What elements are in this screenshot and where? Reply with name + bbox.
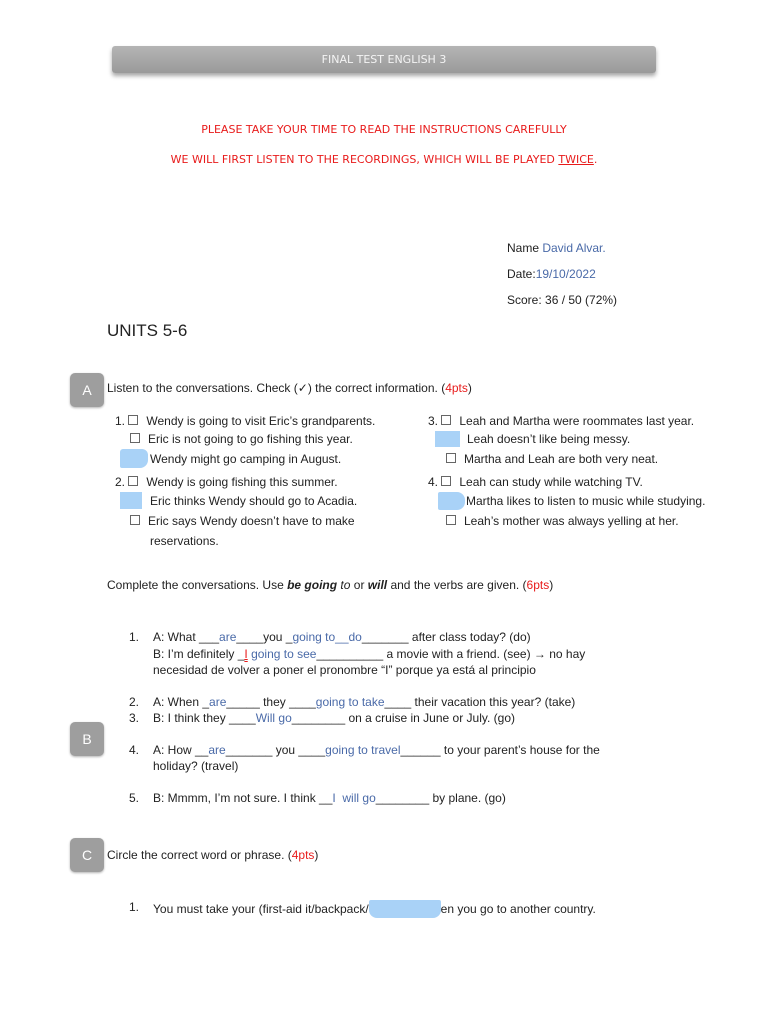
option-text: Leah’s mother was always yelling at her. [464, 514, 679, 528]
twice-emphasis: TWICE [558, 153, 594, 166]
test-title-banner: FINAL TEST ENGLISH 3 [112, 46, 656, 73]
q1-option-selected[interactable]: Wendy might go camping in August. [150, 452, 342, 466]
option-text: Eric is not going to go fishing this year. [148, 432, 353, 446]
answer: are [208, 743, 226, 757]
answer: are [209, 695, 227, 709]
q2-option[interactable] [115, 475, 338, 489]
t: en you go to another country. [440, 902, 596, 916]
b-item-3 [153, 711, 515, 725]
answer: I will go [332, 791, 376, 805]
answer-highlight [438, 492, 465, 510]
t: A: What ___ [153, 630, 220, 644]
checkbox[interactable] [128, 476, 138, 486]
name-field [507, 241, 606, 255]
answer-highlight [435, 431, 460, 447]
points: 4pts [445, 381, 468, 395]
t: ) [314, 848, 319, 862]
answer: going to travel [325, 743, 401, 757]
answer: going to__do [292, 630, 362, 644]
b-num: 1. [129, 630, 140, 644]
instr-close: ) [467, 381, 472, 395]
t: B: I think they ____ [153, 711, 256, 725]
instruction-text: WE WILL FIRST LISTEN TO THE RECORDINGS, WHICH WILL BE PLAYED [170, 153, 559, 166]
section-b-badge: B [70, 722, 104, 756]
answer: going to take [315, 695, 385, 709]
t: B: Mmmm, I’m not sure. I think __ [153, 791, 333, 805]
t: Complete the conversations. Use [107, 578, 288, 592]
section-c-instruction [107, 848, 318, 862]
instruction-line-1: PLEASE TAKE YOUR TIME TO READ THE INSTRUCTIONS CAREFULLY [201, 123, 567, 136]
t: ________ on a cruise in June or July. (go) [291, 711, 515, 725]
answer-highlight [120, 449, 148, 468]
b-num: 2. [129, 695, 140, 709]
section-a-badge: A [70, 373, 104, 407]
student-name: David Alvar. [542, 241, 606, 255]
name-label: Name [507, 241, 543, 255]
instruction-period: . [593, 153, 598, 166]
t: and the verbs are given. ( [387, 578, 527, 592]
option-text: Wendy is going to visit Eric’s grandparents. [146, 414, 376, 428]
units-heading: UNITS 5-6 [107, 321, 188, 340]
q2-option-cont: reservations. [150, 534, 219, 548]
q3-option[interactable] [428, 414, 694, 428]
b-item-5 [153, 791, 506, 805]
test-date: 19/10/2022 [535, 267, 596, 281]
q-number: 2. [115, 475, 126, 489]
q3-option-selected[interactable]: Leah doesn’t like being messy. [467, 432, 631, 446]
option-text: Eric says Wendy doesn’t have to make [148, 514, 355, 528]
t: be going [287, 578, 341, 592]
checkbox[interactable] [441, 476, 451, 486]
option-text: Leah and Martha were roommates last year. [459, 414, 695, 428]
instr-text: Listen to the conversations. Check (✓) the correct information. ( [107, 381, 446, 395]
q1-option[interactable] [130, 432, 353, 446]
t: to [340, 578, 351, 592]
t: _______ you ____ [225, 743, 326, 757]
option-text: Leah can study while watching TV. [459, 475, 643, 489]
t: ) [549, 578, 554, 592]
q-number: 4. [428, 475, 439, 489]
b-item-2 [153, 695, 575, 709]
q1-option[interactable] [115, 414, 375, 428]
b-num: 4. [129, 743, 140, 757]
answer-highlight [369, 900, 441, 918]
score: Score: 36 / 50 (72%) [507, 293, 618, 307]
t: ________ by plane. (go) [375, 791, 506, 805]
t: ______ to your parent’s house for the [400, 743, 600, 757]
date-field [507, 267, 596, 281]
t: will [367, 578, 388, 592]
points: 6pts [526, 578, 550, 592]
checkbox[interactable] [128, 415, 138, 425]
q2-option-selected[interactable]: Eric thinks Wendy should go to Acadia. [150, 494, 358, 508]
answer: Will go [255, 711, 292, 725]
option-text: Martha and Leah are both very neat. [464, 452, 659, 466]
q2-option[interactable] [130, 514, 355, 528]
t: __________ a movie with a friend. (see) → no hay [316, 647, 586, 661]
b-num: 5. [129, 791, 140, 805]
b-item-4 [153, 743, 600, 757]
q3-option[interactable] [446, 452, 658, 466]
b-item-4-cont: holiday? (travel) [153, 759, 239, 773]
checkbox[interactable] [130, 515, 140, 525]
t: You must take your (first-aid it/backpack/ [153, 902, 369, 916]
checkbox[interactable] [446, 453, 456, 463]
correction-mark: I [244, 647, 248, 661]
t: _____ they ____ [226, 695, 316, 709]
q4-option[interactable] [446, 514, 679, 528]
c-item-1 [153, 900, 596, 918]
t: ____you _ [236, 630, 293, 644]
t: A: When _ [153, 695, 210, 709]
t: B: I’m definitely _ [153, 647, 245, 661]
section-b-instruction [107, 578, 553, 592]
b-num: 3. [129, 711, 140, 725]
q4-option[interactable] [428, 475, 643, 489]
t: ____ their vacation this year? (take) [384, 695, 576, 709]
checkbox[interactable] [130, 433, 140, 443]
answer: are [219, 630, 237, 644]
teacher-note: necesidad de volver a poner el pronombre “I” porque ya está al principio [153, 663, 536, 677]
b-item-1a [153, 630, 531, 644]
option-text: Wendy is going fishing this summer. [146, 475, 338, 489]
b-item-1b [153, 647, 585, 661]
instruction-line-2 [0, 153, 768, 166]
answer: going to see [251, 647, 317, 661]
date-label: Date: [507, 267, 536, 281]
answer-highlight [120, 492, 142, 509]
t: _______ after class today? (do) [361, 630, 531, 644]
t: Circle the correct word or phrase. ( [107, 848, 292, 862]
checkbox[interactable] [446, 515, 456, 525]
points: 4pts [291, 848, 315, 862]
t: or [350, 578, 368, 592]
section-c-badge: C [70, 838, 104, 872]
checkbox[interactable] [441, 415, 451, 425]
q-number: 1. [115, 414, 126, 428]
c-num: 1. [129, 900, 140, 914]
section-a-instruction [107, 381, 472, 395]
q-number: 3. [428, 414, 439, 428]
t: A: How __ [153, 743, 209, 757]
q4-option-selected[interactable]: Martha likes to listen to music while studying. [466, 494, 706, 508]
